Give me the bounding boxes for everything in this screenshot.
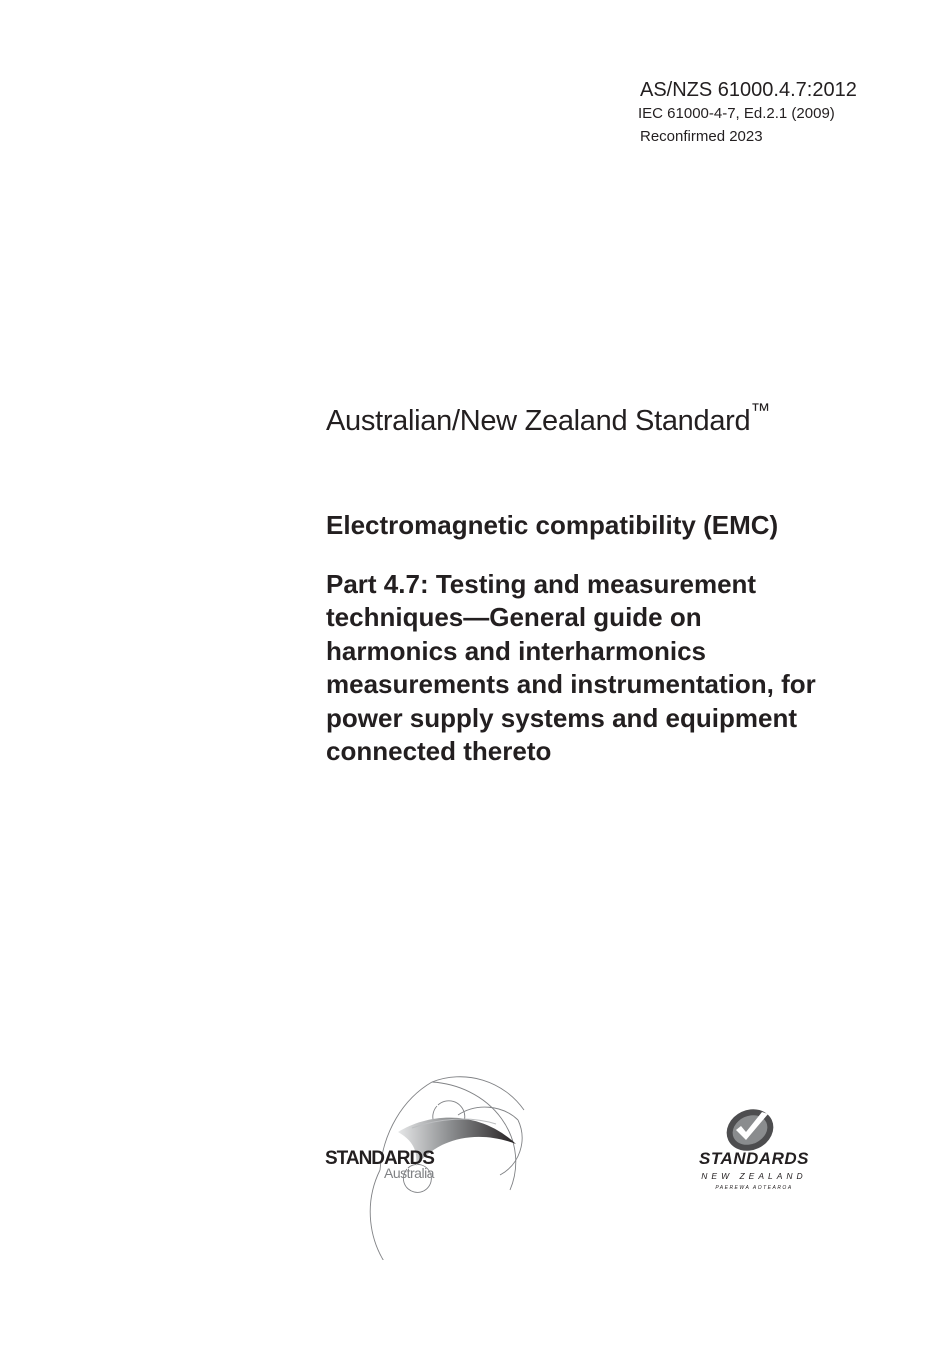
nz-logo-line2: NEW ZEALAND bbox=[701, 1171, 807, 1181]
standard-type-heading bbox=[326, 400, 771, 438]
standards-new-zealand-logo bbox=[674, 1100, 834, 1210]
reconfirmed-date: Reconfirmed 2023 bbox=[640, 128, 763, 145]
subtitle-line: measurements and instrumentation, for bbox=[326, 669, 816, 700]
subtitle-line: Part 4.7: Testing and measurement bbox=[326, 569, 757, 599]
subtitle-line: connected thereto bbox=[326, 736, 552, 767]
nz-logo-line3: PAEREWA AOTEAROA bbox=[715, 1185, 793, 1191]
iec-reference: IEC 61000-4-7, Ed.2.1 (2009) bbox=[638, 105, 835, 122]
nz-logo-line1: STANDARDS bbox=[699, 1149, 809, 1168]
standard-type-label: Australian/New Zealand Standard bbox=[326, 405, 751, 437]
document-title: Electromagnetic compatibility (EMC) bbox=[326, 510, 779, 540]
sa-logo-line1: STANDARDS bbox=[325, 1148, 434, 1169]
sa-logo-line2: Australia bbox=[384, 1165, 434, 1181]
standards-australia-logo bbox=[320, 1040, 550, 1260]
subtitle-line: techniques—General guide on bbox=[326, 602, 702, 633]
trademark-symbol: ™ bbox=[750, 400, 771, 423]
subtitle-line: power supply systems and equipment bbox=[326, 702, 797, 733]
standard-number: AS/NZS 61000.4.7:2012 bbox=[640, 79, 857, 101]
document-subtitle bbox=[326, 568, 926, 768]
subtitle-line: harmonics and interharmonics bbox=[326, 635, 706, 666]
